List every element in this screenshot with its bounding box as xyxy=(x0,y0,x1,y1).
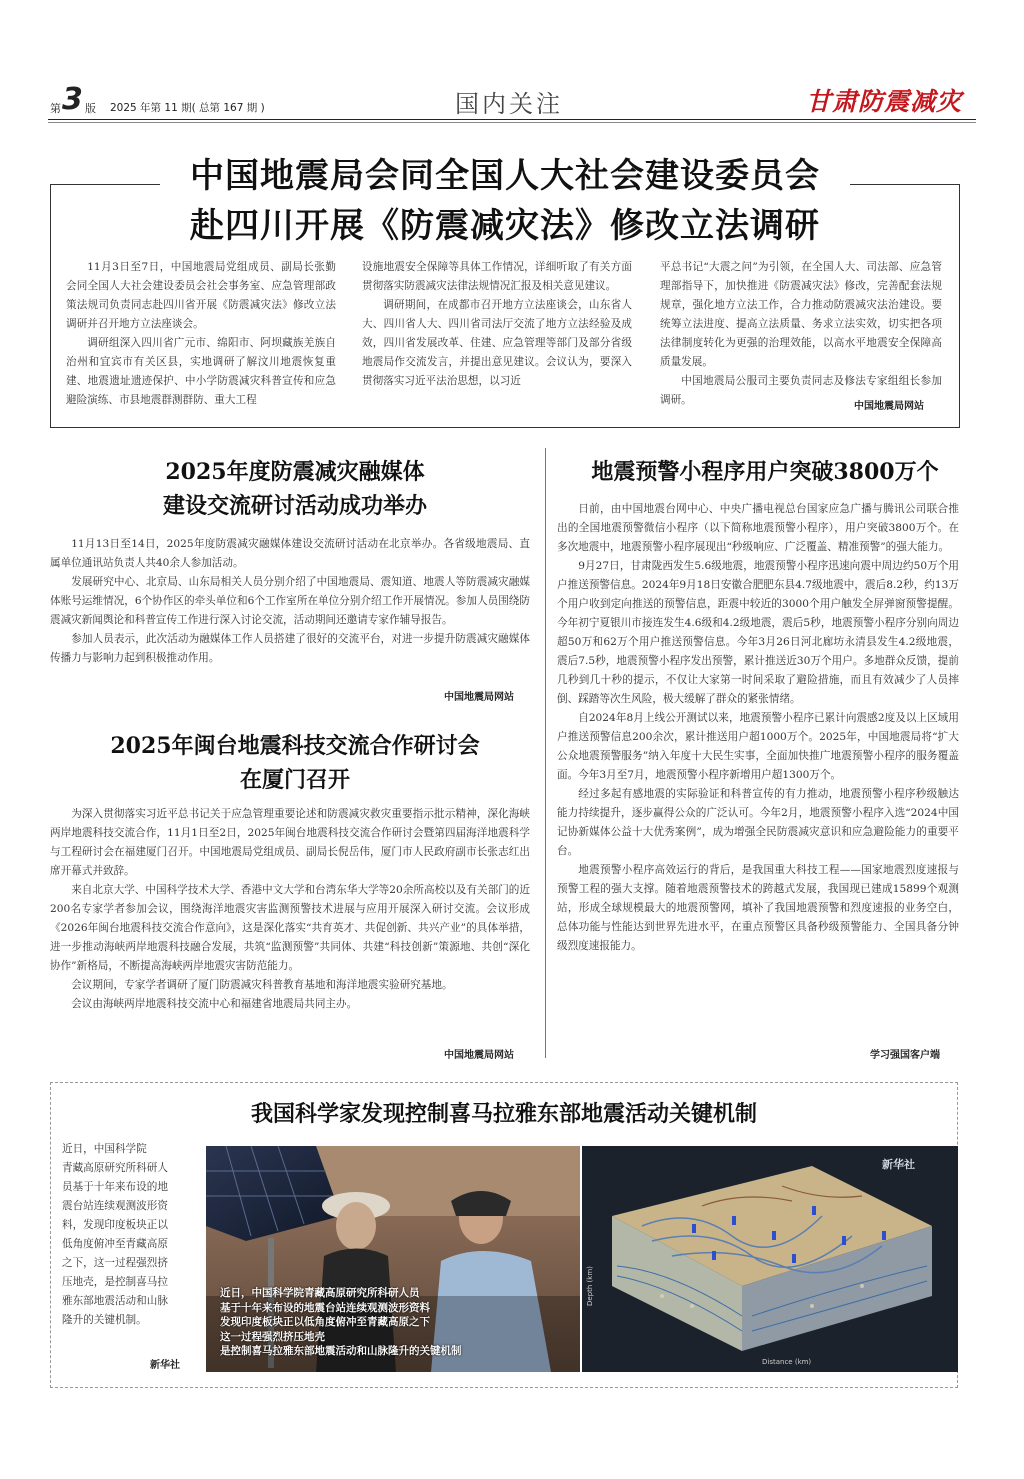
article2-title-line2: 建设交流研讨活动成功举办 xyxy=(162,493,427,519)
article1-column-3 xyxy=(660,258,942,410)
issue-info: 2025 年第 11 期( 总第 167 期 ) xyxy=(110,102,265,114)
article4-p2: 9月27日，甘肃陇西发生5.6级地震，地震预警小程序迅速向震中周边约50万个用户推送预警信息。2024年9月18日安徽合肥肥东县4.7级地震中，震后8.2秒，约13万个用户收到定向推送的预警信息，距震中较近的3000个用户触发全屏弹窗预警提醒。今年初宁夏银川市接连发生4.6级和4.2级地震，震后5秒，地震预警小程序分别向周边超50万和62万个用户推送预警信息。今年3月26日河北廊坊永清县发生4.2级地震，震后7.5秒，地震预警小程序发出预警，累计推送近30万个用户。多地群众反馈，提前几秒到几十秒的提示，不仅让大家第一时间采取了避险措施，而且有效减少了人员摔倒、踩踏等次生风险，极大缓解了群众的紧张情绪。 xyxy=(557,560,959,705)
caption-line-4: 这一过程强烈挤压地壳 xyxy=(220,1330,325,1343)
xinhua-watermark: 新华社 xyxy=(882,1158,915,1171)
article1-c3-p1: 平总书记“大震之问”为引领，在全国人大、司法部、应急管理部指导下，加快推进《防震减灾法》修改，完善配套法规规章，强化地方立法工作，合力推动防震减灾法治建设。要统筹立法进度、提高立法质量、务求立法实效，切实把各项法律制度转化为更强的治理效能，以高水平地震安全保障高质量发展。 xyxy=(660,261,942,368)
article1-frame-top-left xyxy=(50,184,160,185)
article4-body xyxy=(557,500,959,956)
column-divider xyxy=(545,448,546,1058)
article2-title-line1: 2025年度防震减灾融媒体 xyxy=(165,459,425,485)
article5-body xyxy=(62,1140,190,1330)
article1-title-line1: 中国地震局会同全国人大社会建设委员会 xyxy=(190,156,820,196)
article5-line-1: 近日，中国科学院 xyxy=(62,1143,147,1155)
caption-line-1: 近日，中国科学院青藏高原研究所科研人员 xyxy=(220,1287,420,1299)
article3-p2: 来自北京大学、中国科学技术大学、香港中文大学和台湾东华大学等20余所高校以及有关部门的近200名专家学者参加会议，围绕海洋地震灾害监测预警技术进展与应用开展深入研讨交流。会议形成《2026年闽台地震科技交流合作意向》，这是深化落实“共育英才、共促创新、共兴产业”的具体举措，进一步推动海峡两岸地震科技融合发展，共筑“监测预警”共同体、共建“科技创新”策源地、共创“深化协作”新格局，不断提高海峡两岸地震灾害防范能力。 xyxy=(50,884,530,972)
article2-p2: 发展研究中心、北京局、山东局相关人员分别介绍了中国地震局、震知道、地震人等防震减灾融媒体账号运维情况，6个协作区的牵头单位和6个工作室所在单位分别介绍工作开展情况。参加人员围绕防震减灾新闻舆论和科普宣传工作进行深入讨论交流，活动期间还邀请专家作辅导报告。 xyxy=(50,576,530,626)
caption-line-5: 是控制喜马拉雅东部地震活动和山脉隆升的关键机制 xyxy=(220,1345,462,1357)
article5-line-8: 压地壳，是控制喜马拉 xyxy=(62,1276,168,1288)
article1-column-1 xyxy=(66,258,336,410)
article4-p1: 日前，由中国地震台网中心、中央广播电视总台国家应急广播与腾讯公司联合推出的全国地震预警微信小程序（以下简称地震预警小程序），用户突破3800万个。在多次地震中，地震预警小程序展现出“秒级响应、广泛覆盖、精准预警”的强大能力。 xyxy=(557,503,959,553)
article3-title-line1: 2025年闽台地震科技交流合作研讨会 xyxy=(110,733,480,759)
article4-title: 地震预警小程序用户突破3800万个 xyxy=(591,459,939,485)
article5-line-10: 隆升的关键机制。 xyxy=(62,1314,147,1326)
article3-p1: 为深入贯彻落实习近平总书记关于应急管理重要论述和防震减灾救灾重要指示批示精神，深化海峡两岸地震科技交流合作，11月1日至2日，2025年闽台地震科技交流合作研讨会暨第四届海洋地震科学与工程研讨会在福建厦门召开。中国地震局党组成员、副局长倪岳伟，厦门市人民政府副市长张志红出席开幕式并致辞。 xyxy=(50,808,530,877)
article3-p4: 会议由海峡两岸地震科技交流中心和福建省地震局共同主办。 xyxy=(71,998,358,1010)
article3-source: 中国地震局网站 xyxy=(444,1050,514,1061)
header-rule-thin xyxy=(48,122,976,123)
article4-p5: 地震预警小程序高效运行的背后，是我国重大科技工程——国家地震烈度速报与预警工程的强大支撑。随着地震预警技术的跨越式发展，我国现已建成15899个观测站，形成全球规模最大的地震预警网，填补了我国地震预警和烈度速报的业务空白，总体功能与性能达到世界先进水平，在重点预警区具备秒级预警能力、全国具备分钟级烈度速报能力。 xyxy=(557,864,959,952)
photo-caption xyxy=(220,1286,462,1359)
caption-line-3: 发现印度板块正以低角度俯冲至青藏高原之下 xyxy=(220,1316,430,1328)
article3-body xyxy=(50,805,530,1014)
article1-c2-p1: 设施地震安全保障等具体工作情况，详细听取了有关方面贯彻落实防震减灾法律法规情况汇报及相关意见建议。 xyxy=(362,261,632,292)
article4-p4: 经过多起有感地震的实际验证和科普宣传的有力推动，地震预警小程序秒级触达能力持续提升，逐步赢得公众的广泛认可。今年2月，地震预警小程序入选“2024中国记协新媒体公益十大优秀案例”，成为增强全民防震减灾意识和应急避险能力的重要平台。 xyxy=(557,788,959,857)
geology-diagram-photo xyxy=(582,1146,958,1372)
article5-line-4: 震台站连续观测波形资 xyxy=(62,1200,168,1212)
article5-line-9: 雅东部地震活动和山脉 xyxy=(62,1295,168,1307)
article5-line-3: 员基于十年来布设的地 xyxy=(62,1181,168,1193)
article1-c1-p2: 调研组深入四川省广元市、绵阳市、阿坝藏族羌族自治州和宜宾市有关区县，实地调研了解汶川地震恢复重建、地震遗址遗迹保护、中小学防震减灾科普宣传和应急避险演练、市县地震群测群防、重大工程 xyxy=(66,337,336,406)
caption-line-2: 基于十年来布设的地震台站连续观测波形资料 xyxy=(220,1301,430,1314)
article5-line-6: 低角度俯冲至青藏高原 xyxy=(62,1238,168,1250)
article5-line-2: 青藏高原研究所科研人 xyxy=(62,1162,168,1174)
article5-title: 我国科学家发现控制喜马拉雅东部地震活动关键机制 xyxy=(250,1101,757,1127)
article4-p3: 自2024年8月上线公开测试以来，地震预警小程序已累计向震感2度及以上区域用户推送预警信息200余次，累计推送用户超1000万个。2025年，中国地震局将“扩大公众地震预警服务”纳入年度十大民生实事，全面加快推广地震预警小程序的服务覆盖面。今年3月至7月，地震预警小程序新增用户超1300万个。 xyxy=(557,712,959,781)
article1-title-line2: 赴四川开展《防震减灾法》修改立法调研 xyxy=(190,206,820,246)
article1-c1-p1: 11月3日至7日，中国地震局党组成员、副局长张勤会同全国人大社会建设委员会社会事务室、应急管理部政策法规司负责同志赴四川省开展《防震减灾法》修改立法调研并召开地方立法座谈会。 xyxy=(66,261,336,330)
article1-c2-p2: 调研期间，在成都市召开地方立法座谈会，山东省人大、四川省人大、四川省司法厅交流了地方立法经验及成效，四川省发展改革、住建、应急管理等部门及部分省级地震局作交流发言，并提出意见建议。会议认为，要深入贯彻落实习近平法治思想，以习近 xyxy=(362,299,632,387)
geology-diagram-art xyxy=(582,1146,958,1372)
scientists-photo xyxy=(206,1146,580,1372)
article5-line-5: 料，发现印度板块正以 xyxy=(62,1219,168,1231)
page-label-suffix: 版 xyxy=(85,102,96,115)
depth-axis-label: Depth (km) xyxy=(586,1266,594,1306)
header-rule xyxy=(48,119,976,120)
article1-c3-p2: 中国地震局公服司主要负责同志及修法专家组组长参加调研。 xyxy=(660,375,942,406)
brand-logo: 甘肃防震减灾 xyxy=(806,87,963,116)
article2-body xyxy=(50,535,530,668)
article4-source: 学习强国客户端 xyxy=(870,1050,940,1061)
column-title: 国内关注 xyxy=(455,90,563,118)
article2-source: 中国地震局网站 xyxy=(444,692,514,703)
article3-p3: 会议期间，专家学者调研了厦门防震减灾科普教育基地和海洋地震实验研究基地。 xyxy=(71,979,453,991)
page-number: 3 xyxy=(62,82,83,117)
article5-source: 新华社 xyxy=(150,1360,180,1371)
page-label-prefix: 第 xyxy=(50,102,61,115)
article1-column-2 xyxy=(362,258,632,391)
article2-p3: 参加人员表示，此次活动为融媒体工作人员搭建了很好的交流平台，对进一步提升防震减灾融媒体传播力与影响力起到积极推动作用。 xyxy=(50,633,530,664)
article3-title-line2: 在厦门召开 xyxy=(239,767,350,793)
article1-frame-top-right xyxy=(850,184,960,185)
distance-axis-label: Distance (km) xyxy=(762,1358,812,1366)
article1-source: 中国地震局网站 xyxy=(854,401,924,412)
article2-p1: 11月13日至14日，2025年度防震减灾融媒体建设交流研讨活动在北京举办。各省级地震局、直属单位通讯站负责人共40余人参加活动。 xyxy=(50,538,530,569)
article5-line-7: 之下，这一过程强烈挤 xyxy=(62,1257,168,1269)
